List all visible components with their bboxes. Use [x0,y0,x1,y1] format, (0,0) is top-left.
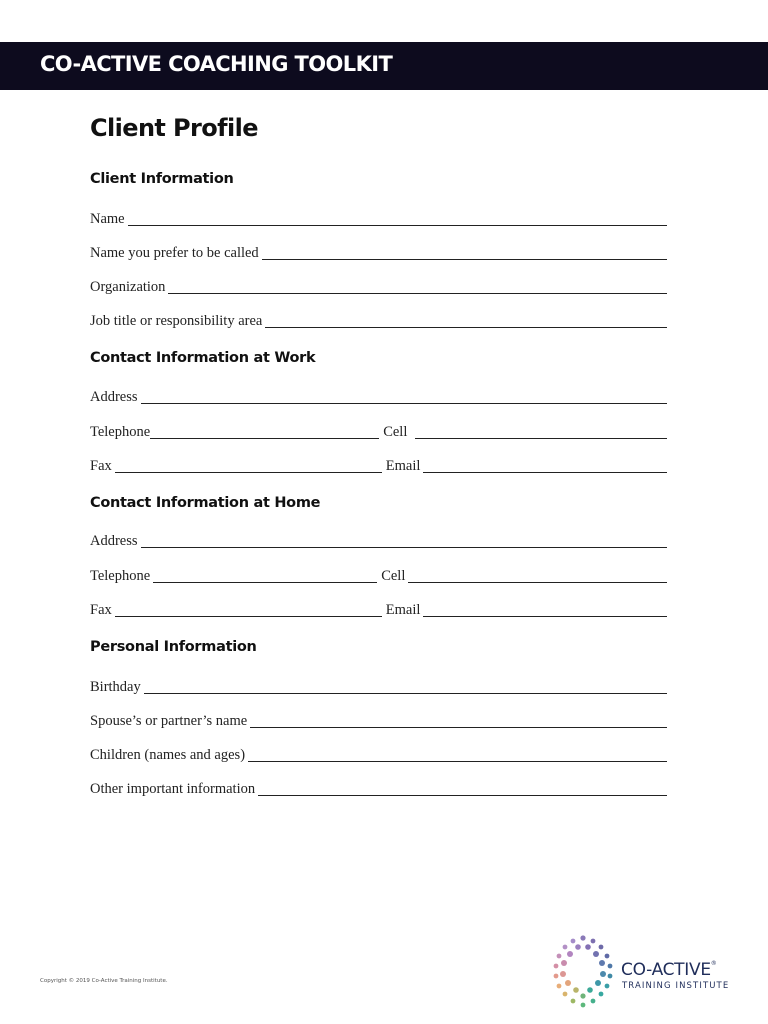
section-heading-home: Contact Information at Home [90,495,321,511]
page-title: Client Profile [90,114,258,142]
name-field[interactable] [128,225,667,226]
home-telephone-label: Telephone [90,568,151,584]
preferred-name-field[interactable] [262,259,667,260]
other-field[interactable] [258,795,667,796]
home-address-label: Address [90,533,138,549]
preferred-name-label: Name you prefer to be called [90,245,259,261]
row-work-fax [90,453,667,475]
header-banner [0,42,768,90]
work-cell-label: Cell [383,424,408,440]
coactive-logo-icon [551,932,615,1010]
name-label: Name [90,211,125,227]
home-cell-label: Cell [381,568,406,584]
logo-wordmark-text: CO-ACTIVE [621,960,711,980]
birthday-field[interactable] [144,693,667,694]
organization-label: Organization [90,279,166,295]
row-preferred-name [90,240,667,262]
birthday-label: Birthday [90,679,141,695]
children-field[interactable] [248,761,667,762]
copyright-text: Copyright © 2019 Co-Active Training Institute. [40,978,168,984]
row-work-phone [90,419,667,441]
section-heading-work: Contact Information at Work [90,350,316,366]
home-address-field[interactable] [141,547,667,548]
header-title: CO-ACTIVE COACHING TOOLKIT [40,52,393,76]
other-label: Other important information [90,781,256,797]
home-telephone-field[interactable] [153,582,377,583]
work-cell-field[interactable] [415,438,667,439]
work-email-label: Email [385,458,421,474]
home-cell-field[interactable] [408,582,667,583]
work-email-field[interactable] [423,472,667,473]
home-fax-field[interactable] [115,616,382,617]
logo-trademark: ® [710,960,717,967]
work-address-label: Address [90,389,138,405]
row-other [90,776,667,798]
partner-field[interactable] [250,727,667,728]
row-birthday [90,674,667,696]
row-work-address [90,384,667,406]
home-email-label: Email [385,602,421,618]
job-title-field[interactable] [265,327,667,328]
row-organization [90,274,667,296]
work-fax-label: Fax [90,458,112,474]
logo-wordmark [621,960,716,980]
row-children [90,742,667,764]
section-heading-client: Client Information [90,171,234,187]
children-label: Children (names and ages) [90,747,246,763]
section-heading-personal: Personal Information [90,639,257,655]
work-fax-field[interactable] [115,472,382,473]
row-partner [90,708,667,730]
home-fax-label: Fax [90,602,112,618]
job-title-label: Job title or responsibility area [90,313,263,329]
work-address-field[interactable] [141,403,667,404]
work-telephone-label: Telephone [90,424,151,440]
row-home-phone [90,563,667,585]
row-job-title [90,308,667,330]
row-home-fax [90,597,667,619]
organization-field[interactable] [168,293,667,294]
partner-label: Spouse’s or partner’s name [90,713,248,729]
row-home-address [90,528,667,550]
logo-subtitle: TRAINING INSTITUTE [622,981,730,991]
work-telephone-field[interactable] [150,438,379,439]
home-email-field[interactable] [423,616,667,617]
row-name [90,206,667,228]
